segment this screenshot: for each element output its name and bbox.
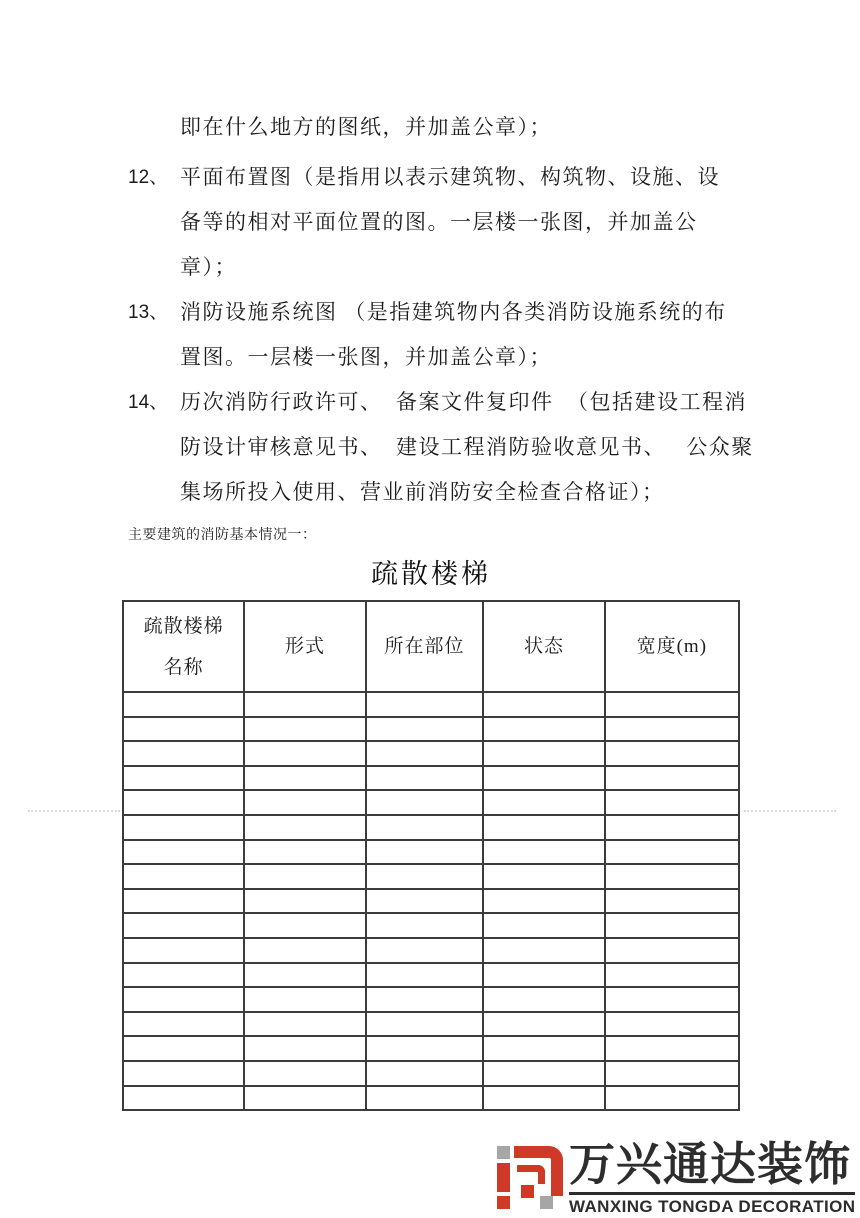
table-cell bbox=[366, 1061, 484, 1086]
table-row bbox=[123, 864, 739, 889]
table-cell bbox=[244, 889, 365, 914]
paragraph-lines bbox=[180, 105, 748, 150]
table-cell bbox=[605, 889, 739, 914]
table-cell bbox=[605, 864, 739, 889]
table-cell bbox=[366, 766, 484, 791]
table-row bbox=[123, 1061, 739, 1086]
section-note: 主要建筑的消防基本情况一： bbox=[128, 528, 317, 543]
table-cell bbox=[244, 913, 365, 938]
table-cell bbox=[123, 864, 244, 889]
table-cell bbox=[605, 987, 739, 1012]
company-logo-mark-icon bbox=[497, 1138, 565, 1212]
table-cell bbox=[123, 913, 244, 938]
table-cell bbox=[483, 963, 604, 988]
table-cell bbox=[366, 840, 484, 865]
table-header-row bbox=[123, 601, 739, 692]
table-cell bbox=[366, 692, 484, 717]
table-cell bbox=[244, 864, 365, 889]
table-cell bbox=[605, 840, 739, 865]
table-cell bbox=[244, 938, 365, 963]
document-line: 防设计审核意见书、 建设工程消防验收意见书、 公众聚 bbox=[180, 435, 754, 459]
column-header-line: 所在部位 bbox=[384, 636, 465, 657]
table-cell bbox=[366, 717, 484, 742]
table-cell bbox=[123, 1086, 244, 1111]
table-cell bbox=[483, 840, 604, 865]
table-cell bbox=[605, 1012, 739, 1037]
table-cell bbox=[483, 1012, 604, 1037]
table-cell bbox=[605, 1036, 739, 1061]
table-cell bbox=[123, 840, 244, 865]
table-cell bbox=[244, 1086, 365, 1111]
company-name-chinese: 万兴通达装饰 bbox=[569, 1138, 851, 1190]
company-name-english: WANXING TONGDA DECORATION bbox=[569, 1192, 855, 1217]
document-line: 历次消防行政许可、 备案文件复印件 （包括建设工程消 bbox=[180, 390, 747, 414]
table-cell bbox=[366, 913, 484, 938]
table-cell bbox=[244, 766, 365, 791]
table-row bbox=[123, 741, 739, 766]
column-header-line: 疏散楼梯 bbox=[143, 615, 224, 637]
table-cell bbox=[605, 963, 739, 988]
table-cell bbox=[123, 1036, 244, 1061]
table-cell bbox=[605, 913, 739, 938]
column-header bbox=[605, 601, 739, 692]
table-cell bbox=[244, 840, 365, 865]
table-cell bbox=[123, 889, 244, 914]
logo-gray-square-bottom bbox=[540, 1196, 553, 1209]
table-cell bbox=[244, 1061, 365, 1086]
table-cell bbox=[605, 815, 739, 840]
table-cell bbox=[605, 717, 739, 742]
table-cell bbox=[366, 741, 484, 766]
table-cell bbox=[244, 987, 365, 1012]
column-header-line: 名称 bbox=[163, 656, 204, 678]
column-header bbox=[483, 601, 604, 692]
table-cell bbox=[366, 864, 484, 889]
table-row bbox=[123, 717, 739, 742]
paragraph-lines bbox=[180, 380, 754, 515]
logo-red-square-bottom bbox=[497, 1196, 510, 1209]
list-item-number: 14、 bbox=[128, 392, 169, 413]
document-line: 置图。一层楼一张图，并加盖公章）； bbox=[180, 345, 552, 369]
list-item-number: 12、 bbox=[128, 167, 169, 188]
escape-stairs-table bbox=[122, 600, 740, 1111]
table-body bbox=[123, 692, 739, 1110]
logo-red-bar bbox=[497, 1163, 510, 1192]
table-cell bbox=[483, 938, 604, 963]
table-row bbox=[123, 963, 739, 988]
table-cell bbox=[483, 717, 604, 742]
table-cell bbox=[483, 1086, 604, 1111]
table-cell bbox=[483, 864, 604, 889]
document-line: 章）； bbox=[180, 255, 237, 279]
table-cell bbox=[366, 1086, 484, 1111]
table-cell bbox=[244, 741, 365, 766]
table-row bbox=[123, 913, 739, 938]
company-logo-text bbox=[569, 1138, 855, 1217]
table-cell bbox=[123, 963, 244, 988]
column-header bbox=[244, 601, 365, 692]
page-break-dots-right bbox=[744, 810, 836, 812]
table-cell bbox=[123, 1061, 244, 1086]
table-cell bbox=[123, 815, 244, 840]
logo-inner-bracket bbox=[517, 1165, 545, 1184]
table-row bbox=[123, 692, 739, 717]
table-cell bbox=[605, 938, 739, 963]
table-row bbox=[123, 1036, 739, 1061]
table-row bbox=[123, 1012, 739, 1037]
page-break-dots-left bbox=[28, 810, 120, 812]
table-cell bbox=[605, 1061, 739, 1086]
table-cell bbox=[244, 963, 365, 988]
document-line: 备等的相对平面位置的图。一层楼一张图，并加盖公 bbox=[180, 210, 698, 234]
logo-red-square-center bbox=[521, 1185, 534, 1198]
table-cell bbox=[483, 1061, 604, 1086]
paragraph-lines bbox=[180, 290, 748, 380]
document-line: 即在什么地方的图纸，并加盖公章）； bbox=[180, 115, 552, 139]
table-cell bbox=[123, 1012, 244, 1037]
table-header bbox=[123, 601, 739, 692]
table-cell bbox=[605, 741, 739, 766]
column-header bbox=[366, 601, 484, 692]
table-cell bbox=[605, 790, 739, 815]
table-cell bbox=[123, 692, 244, 717]
table-cell bbox=[244, 1012, 365, 1037]
table-row bbox=[123, 1086, 739, 1111]
table-cell bbox=[483, 766, 604, 791]
table-cell bbox=[366, 1036, 484, 1061]
table-cell bbox=[244, 815, 365, 840]
table-title: 疏散楼梯 bbox=[371, 559, 491, 589]
table-row bbox=[123, 889, 739, 914]
company-logo bbox=[497, 1138, 855, 1217]
list-item-number bbox=[128, 105, 180, 150]
table-cell bbox=[366, 963, 484, 988]
table-row bbox=[123, 790, 739, 815]
paragraph bbox=[128, 155, 748, 290]
table-cell bbox=[123, 717, 244, 742]
table-cell bbox=[366, 987, 484, 1012]
table-cell bbox=[366, 938, 484, 963]
table-cell bbox=[244, 692, 365, 717]
table-row bbox=[123, 938, 739, 963]
table-cell bbox=[605, 1086, 739, 1111]
list-item-number: 13、 bbox=[128, 302, 169, 323]
paragraph-lines bbox=[180, 155, 748, 290]
table-cell bbox=[123, 938, 244, 963]
table-cell bbox=[483, 889, 604, 914]
table-row bbox=[123, 766, 739, 791]
document-line: 消防设施系统图 （是指建筑物内各类消防设施系统的布 bbox=[180, 300, 727, 324]
table-row bbox=[123, 840, 739, 865]
table-cell bbox=[123, 790, 244, 815]
table-cell bbox=[483, 1036, 604, 1061]
table-cell bbox=[366, 889, 484, 914]
table-cell bbox=[483, 741, 604, 766]
paragraph bbox=[128, 380, 754, 515]
table-cell bbox=[244, 790, 365, 815]
paragraph bbox=[128, 105, 748, 150]
table-row bbox=[123, 987, 739, 1012]
table-cell bbox=[366, 815, 484, 840]
document-line: 集场所投入使用、营业前消防安全检查合格证）； bbox=[180, 480, 665, 504]
table-cell bbox=[123, 741, 244, 766]
table-cell bbox=[366, 790, 484, 815]
table-cell bbox=[483, 913, 604, 938]
column-header-line: 宽度(m) bbox=[636, 636, 708, 657]
column-header-line: 状态 bbox=[523, 636, 564, 657]
table-cell bbox=[366, 1012, 484, 1037]
table-cell bbox=[123, 766, 244, 791]
table-cell bbox=[483, 987, 604, 1012]
table-row bbox=[123, 815, 739, 840]
table-cell bbox=[605, 692, 739, 717]
document-text bbox=[128, 105, 754, 515]
table-cell bbox=[123, 987, 244, 1012]
table-cell bbox=[483, 692, 604, 717]
logo-gray-square-top bbox=[497, 1146, 510, 1159]
document-line: 平面布置图（是指用以表示建筑物、构筑物、设施、设 bbox=[180, 165, 720, 189]
column-header bbox=[123, 601, 244, 692]
table-cell bbox=[244, 717, 365, 742]
table-cell bbox=[483, 815, 604, 840]
table-cell bbox=[244, 1036, 365, 1061]
column-header-line: 形式 bbox=[285, 636, 326, 657]
table-cell bbox=[605, 766, 739, 791]
paragraph bbox=[128, 290, 748, 380]
table-cell bbox=[483, 790, 604, 815]
